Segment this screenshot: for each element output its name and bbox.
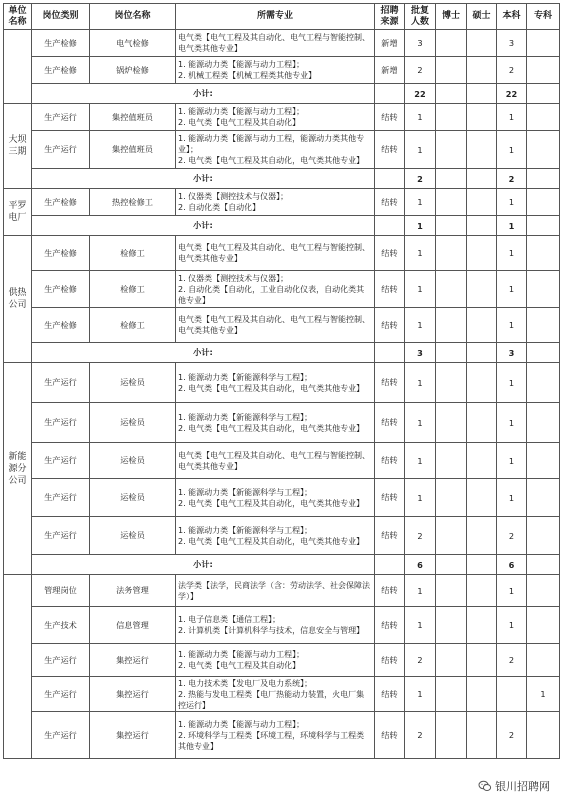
- subtotal-count: 6: [405, 555, 436, 575]
- position-cell: 检修工: [90, 271, 176, 308]
- bachelor-cell: 2: [497, 57, 527, 84]
- source-cell: 结转: [375, 104, 405, 131]
- category-cell: 生产运行: [32, 131, 90, 169]
- watermark-text: 银川招聘网: [495, 780, 550, 793]
- major-cell: 1. 电子信息类【通信工程】； 2. 计算机类【计算机科学与技术，信息安全与管理】: [176, 607, 375, 644]
- unit-name-cell: [4, 30, 32, 104]
- subtotal-bachelor: 2: [497, 169, 527, 189]
- position-cell: 运检员: [90, 363, 176, 403]
- subtotal-row: [4, 555, 560, 575]
- table-row: [4, 57, 560, 84]
- category-cell: 生产检修: [32, 189, 90, 216]
- subtotal-count: 1: [405, 216, 436, 236]
- master-cell: [467, 363, 497, 403]
- bachelor-cell: 1: [497, 189, 527, 216]
- category-cell: 生产运行: [32, 443, 90, 479]
- position-cell: 运检员: [90, 517, 176, 555]
- junior-cell: [527, 104, 560, 131]
- count-cell: 1: [405, 104, 436, 131]
- subtotal-row: [4, 216, 560, 236]
- count-cell: 1: [405, 308, 436, 343]
- category-cell: 管理岗位: [32, 575, 90, 607]
- header-category: 岗位类别: [32, 4, 90, 30]
- junior-cell: [527, 443, 560, 479]
- subtotal-master-cell: [467, 343, 497, 363]
- count-cell: 1: [405, 607, 436, 644]
- bachelor-cell: 2: [497, 644, 527, 677]
- table-row: [4, 236, 560, 271]
- position-cell: 检修工: [90, 236, 176, 271]
- phd-cell: [436, 363, 467, 403]
- major-cell: 1. 能源动力类【新能源科学与工程】； 2. 电气类【电气工程及其自动化，电气类其他专业】: [176, 517, 375, 555]
- source-cell: 结转: [375, 677, 405, 712]
- major-cell: 1. 能源动力类【能源与动力工程】； 2. 电气类【电气工程及其自动化】: [176, 644, 375, 677]
- junior-cell: [527, 363, 560, 403]
- major-cell: 1. 仪器类【测控技术与仪器】； 2. 自动化类【自动化】: [176, 189, 375, 216]
- phd-cell: [436, 517, 467, 555]
- phd-cell: [436, 131, 467, 169]
- table-row: [4, 443, 560, 479]
- source-cell: 结转: [375, 363, 405, 403]
- source-cell: 结转: [375, 644, 405, 677]
- category-cell: 生产运行: [32, 712, 90, 759]
- phd-cell: [436, 607, 467, 644]
- count-cell: 2: [405, 517, 436, 555]
- bachelor-cell: 2: [497, 712, 527, 759]
- bachelor-cell: 1: [497, 443, 527, 479]
- table-row: [4, 131, 560, 169]
- bachelor-cell: 1: [497, 308, 527, 343]
- source-cell: 结转: [375, 308, 405, 343]
- subtotal-master-cell: [467, 84, 497, 104]
- subtotal-row: [4, 84, 560, 104]
- phd-cell: [436, 712, 467, 759]
- subtotal-junior-cell: [527, 216, 560, 236]
- major-cell: 1. 能源动力类【新能源科学与工程】； 2. 电气类【电气工程及其自动化，电气类其他专业】: [176, 403, 375, 443]
- subtotal-label: 小计:: [32, 343, 375, 363]
- bachelor-cell: 1: [497, 575, 527, 607]
- master-cell: [467, 677, 497, 712]
- header-major: 所需专业: [176, 4, 375, 30]
- header-master: 硕士: [467, 4, 497, 30]
- position-cell: 运检员: [90, 479, 176, 517]
- subtotal-bachelor: 1: [497, 216, 527, 236]
- major-cell: 1. 电力技术类【发电厂及电力系统】； 2. 热能与发电工程类【电厂热能动力装置，火电厂集控运行】: [176, 677, 375, 712]
- header-row: [4, 4, 560, 30]
- junior-cell: [527, 479, 560, 517]
- source-cell: 结转: [375, 131, 405, 169]
- major-cell: 电气类【电气工程及其自动化、电气工程与智能控制、电气类其他专业】: [176, 30, 375, 57]
- position-cell: 电气检修: [90, 30, 176, 57]
- subtotal-junior-cell: [527, 343, 560, 363]
- table-row: [4, 644, 560, 677]
- master-cell: [467, 57, 497, 84]
- category-cell: 生产运行: [32, 403, 90, 443]
- position-cell: 运检员: [90, 403, 176, 443]
- junior-cell: [527, 644, 560, 677]
- major-cell: 1. 能源动力类【能源与动力工程】； 2. 机械工程类【机械工程类其他专业】: [176, 57, 375, 84]
- unit-name-cell: [4, 575, 32, 759]
- category-cell: 生产检修: [32, 57, 90, 84]
- count-cell: 1: [405, 575, 436, 607]
- category-cell: 生产检修: [32, 308, 90, 343]
- count-cell: 1: [405, 403, 436, 443]
- master-cell: [467, 189, 497, 216]
- position-cell: 集控运行: [90, 644, 176, 677]
- table-row: [4, 575, 560, 607]
- table-row: [4, 712, 560, 759]
- subtotal-master-cell: [467, 216, 497, 236]
- subtotal-count: 2: [405, 169, 436, 189]
- phd-cell: [436, 644, 467, 677]
- bachelor-cell: 2: [497, 517, 527, 555]
- master-cell: [467, 236, 497, 271]
- major-cell: 1. 能源动力类【新能源科学与工程】； 2. 电气类【电气工程及其自动化，电气类其他专业】: [176, 479, 375, 517]
- table-row: [4, 677, 560, 712]
- bachelor-cell: 1: [497, 271, 527, 308]
- count-cell: 2: [405, 644, 436, 677]
- count-cell: 1: [405, 271, 436, 308]
- phd-cell: [436, 236, 467, 271]
- count-cell: 1: [405, 131, 436, 169]
- phd-cell: [436, 479, 467, 517]
- bachelor-cell: 1: [497, 403, 527, 443]
- wechat-icon: [478, 779, 492, 793]
- bachelor-cell: 1: [497, 363, 527, 403]
- junior-cell: [527, 189, 560, 216]
- junior-cell: [527, 271, 560, 308]
- subtotal-phd-cell: [436, 169, 467, 189]
- subtotal-row: [4, 169, 560, 189]
- header-bachelor: 本科: [497, 4, 527, 30]
- junior-cell: [527, 575, 560, 607]
- count-cell: 3: [405, 30, 436, 57]
- table-body: [4, 30, 560, 759]
- subtotal-row: [4, 343, 560, 363]
- unit-name-cell: 供热 公司: [4, 236, 32, 363]
- header-position: 岗位名称: [90, 4, 176, 30]
- bachelor-cell: 1: [497, 131, 527, 169]
- position-cell: 集控值班员: [90, 104, 176, 131]
- header-unit: 单位名称: [4, 4, 32, 30]
- source-cell: 结转: [375, 189, 405, 216]
- bachelor-cell: 1: [497, 479, 527, 517]
- junior-cell: 1: [527, 677, 560, 712]
- unit-name-cell: 新能 源分 公司: [4, 363, 32, 575]
- count-cell: 1: [405, 443, 436, 479]
- source-cell: 新增: [375, 57, 405, 84]
- subtotal-phd-cell: [436, 555, 467, 575]
- major-cell: 电气类【电气工程及其自动化、电气工程与智能控制、电气类其他专业】: [176, 308, 375, 343]
- junior-cell: [527, 57, 560, 84]
- subtotal-junior-cell: [527, 84, 560, 104]
- position-cell: 热控检修工: [90, 189, 176, 216]
- subtotal-count: 3: [405, 343, 436, 363]
- watermark: [476, 778, 552, 794]
- source-cell: 结转: [375, 479, 405, 517]
- master-cell: [467, 575, 497, 607]
- table-row: [4, 271, 560, 308]
- master-cell: [467, 131, 497, 169]
- master-cell: [467, 104, 497, 131]
- major-cell: 1. 能源动力类【能源与动力工程】； 2. 环境科学与工程类【环境工程，环境科学与工程类其他专业】: [176, 712, 375, 759]
- phd-cell: [436, 677, 467, 712]
- position-cell: 集控运行: [90, 677, 176, 712]
- subtotal-label: 小计:: [32, 84, 375, 104]
- count-cell: 2: [405, 712, 436, 759]
- position-cell: 法务管理: [90, 575, 176, 607]
- header-source: 招聘来源: [375, 4, 405, 30]
- source-cell: 结转: [375, 575, 405, 607]
- table-row: [4, 479, 560, 517]
- bachelor-cell: 1: [497, 104, 527, 131]
- subtotal-phd-cell: [436, 84, 467, 104]
- phd-cell: [436, 443, 467, 479]
- subtotal-junior-cell: [527, 555, 560, 575]
- master-cell: [467, 403, 497, 443]
- position-cell: 锅炉检修: [90, 57, 176, 84]
- category-cell: 生产检修: [32, 271, 90, 308]
- source-cell: 新增: [375, 30, 405, 57]
- table-row: [4, 517, 560, 555]
- category-cell: 生产检修: [32, 236, 90, 271]
- phd-cell: [436, 57, 467, 84]
- source-cell: 结转: [375, 236, 405, 271]
- table-row: [4, 607, 560, 644]
- master-cell: [467, 517, 497, 555]
- source-cell: 结转: [375, 712, 405, 759]
- position-cell: 集控值班员: [90, 131, 176, 169]
- category-cell: 生产运行: [32, 104, 90, 131]
- major-cell: 1. 能源动力类【能源与动力工程】； 2. 电气类【电气工程及其自动化】: [176, 104, 375, 131]
- bachelor-cell: [497, 677, 527, 712]
- junior-cell: [527, 131, 560, 169]
- master-cell: [467, 644, 497, 677]
- subtotal-phd-cell: [436, 343, 467, 363]
- unit-name-cell: 平罗 电厂: [4, 189, 32, 236]
- position-cell: 运检员: [90, 443, 176, 479]
- count-cell: 1: [405, 363, 436, 403]
- junior-cell: [527, 308, 560, 343]
- source-cell: 结转: [375, 517, 405, 555]
- major-cell: 1. 能源动力类【新能源科学与工程】； 2. 电气类【电气工程及其自动化，电气类其他专业】: [176, 363, 375, 403]
- category-cell: 生产运行: [32, 644, 90, 677]
- category-cell: 生产检修: [32, 30, 90, 57]
- table-row: [4, 104, 560, 131]
- phd-cell: [436, 271, 467, 308]
- source-cell: 结转: [375, 403, 405, 443]
- subtotal-source-cell: [375, 216, 405, 236]
- position-cell: 检修工: [90, 308, 176, 343]
- table-row: [4, 403, 560, 443]
- header-phd: 博士: [436, 4, 467, 30]
- junior-cell: [527, 712, 560, 759]
- source-cell: 结转: [375, 443, 405, 479]
- unit-name-cell: 大坝 三期: [4, 104, 32, 189]
- source-cell: 结转: [375, 271, 405, 308]
- major-cell: 电气类【电气工程及其自动化、电气工程与智能控制、电气类其他专业】: [176, 236, 375, 271]
- subtotal-label: 小计:: [32, 169, 375, 189]
- category-cell: 生产运行: [32, 517, 90, 555]
- major-cell: 1. 仪器类【测控技术与仪器】； 2. 自动化类【自动化，工业自动化仪表，自动化类其他专业】: [176, 271, 375, 308]
- category-cell: 生产运行: [32, 677, 90, 712]
- bachelor-cell: 1: [497, 607, 527, 644]
- subtotal-source-cell: [375, 343, 405, 363]
- subtotal-phd-cell: [436, 216, 467, 236]
- junior-cell: [527, 30, 560, 57]
- bachelor-cell: 1: [497, 236, 527, 271]
- subtotal-master-cell: [467, 169, 497, 189]
- category-cell: 生产运行: [32, 363, 90, 403]
- master-cell: [467, 443, 497, 479]
- subtotal-junior-cell: [527, 169, 560, 189]
- junior-cell: [527, 607, 560, 644]
- phd-cell: [436, 308, 467, 343]
- subtotal-source-cell: [375, 555, 405, 575]
- source-cell: 结转: [375, 607, 405, 644]
- major-cell: 法学类【法学，民商法学（含：劳动法学、社会保障法学）】: [176, 575, 375, 607]
- master-cell: [467, 479, 497, 517]
- phd-cell: [436, 575, 467, 607]
- subtotal-label: 小计:: [32, 555, 375, 575]
- phd-cell: [436, 403, 467, 443]
- master-cell: [467, 30, 497, 57]
- count-cell: 1: [405, 677, 436, 712]
- table-row: [4, 308, 560, 343]
- subtotal-source-cell: [375, 84, 405, 104]
- junior-cell: [527, 236, 560, 271]
- count-cell: 1: [405, 189, 436, 216]
- major-cell: 1. 能源动力类【能源与动力工程，能源动力类其他专业】； 2. 电气类【电气工程及其自动化，电气类其他专业】: [176, 131, 375, 169]
- master-cell: [467, 308, 497, 343]
- subtotal-bachelor: 22: [497, 84, 527, 104]
- table-row: [4, 189, 560, 216]
- master-cell: [467, 712, 497, 759]
- table-row: [4, 30, 560, 57]
- subtotal-bachelor: 6: [497, 555, 527, 575]
- count-cell: 1: [405, 479, 436, 517]
- count-cell: 2: [405, 57, 436, 84]
- header-count: 批复人数: [405, 4, 436, 30]
- table-row: [4, 363, 560, 403]
- position-cell: 信息管理: [90, 607, 176, 644]
- header-junior: 专科: [527, 4, 560, 30]
- recruitment-table: [3, 3, 560, 759]
- subtotal-label: 小计:: [32, 216, 375, 236]
- count-cell: 1: [405, 236, 436, 271]
- junior-cell: [527, 403, 560, 443]
- subtotal-source-cell: [375, 169, 405, 189]
- phd-cell: [436, 104, 467, 131]
- junior-cell: [527, 517, 560, 555]
- major-cell: 电气类【电气工程及其自动化、电气工程与智能控制、电气类其他专业】: [176, 443, 375, 479]
- phd-cell: [436, 189, 467, 216]
- master-cell: [467, 607, 497, 644]
- master-cell: [467, 271, 497, 308]
- category-cell: 生产技术: [32, 607, 90, 644]
- subtotal-bachelor: 3: [497, 343, 527, 363]
- position-cell: 集控运行: [90, 712, 176, 759]
- bachelor-cell: 3: [497, 30, 527, 57]
- subtotal-master-cell: [467, 555, 497, 575]
- category-cell: 生产运行: [32, 479, 90, 517]
- subtotal-count: 22: [405, 84, 436, 104]
- phd-cell: [436, 30, 467, 57]
